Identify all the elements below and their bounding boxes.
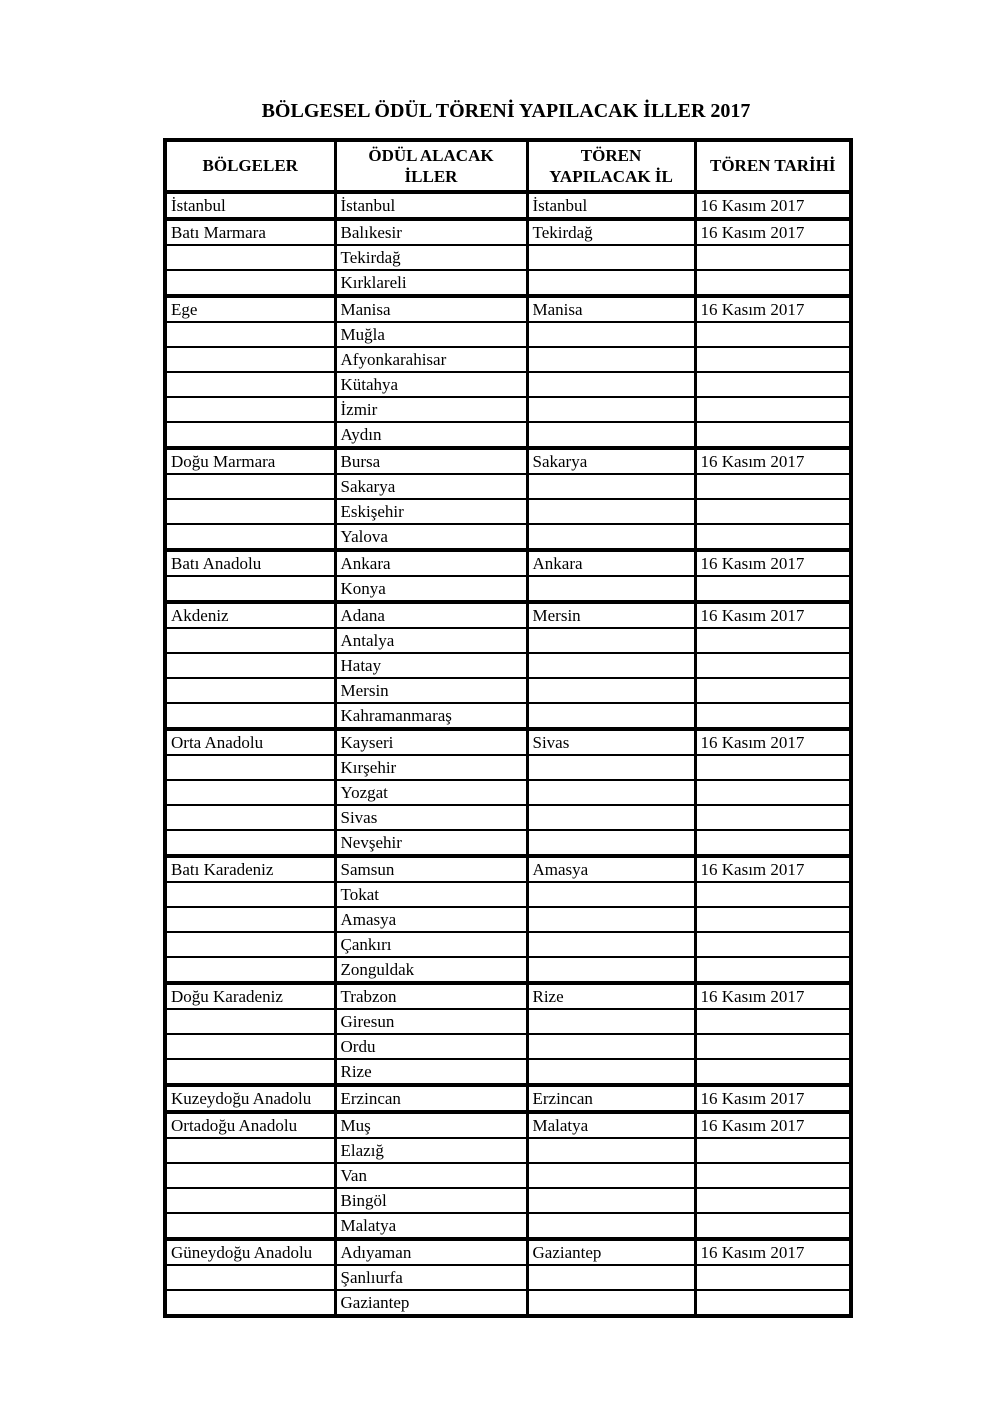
cell-date — [695, 830, 851, 856]
table-row — [165, 550, 851, 576]
cell-award-city: Mersin — [335, 678, 527, 703]
cell-ceremony-city — [527, 1188, 695, 1213]
cell-award-city: Malatya — [335, 1213, 527, 1239]
cell-region — [165, 245, 335, 270]
cell-region — [165, 1059, 335, 1085]
table-row — [165, 780, 851, 805]
cell-ceremony-city: Malatya — [527, 1112, 695, 1138]
cell-award-city: Giresun — [335, 1009, 527, 1034]
cell-date: 16 Kasım 2017 — [695, 219, 851, 245]
table-row — [165, 602, 851, 628]
column-header-toren-yapilacak-il: TÖREN YAPILACAK İL — [527, 140, 695, 192]
cell-ceremony-city: Amasya — [527, 856, 695, 882]
cell-region — [165, 805, 335, 830]
cell-award-city: Ankara — [335, 550, 527, 576]
cell-ceremony-city — [527, 499, 695, 524]
cell-region — [165, 322, 335, 347]
cell-ceremony-city — [527, 474, 695, 499]
cell-date — [695, 907, 851, 932]
cell-date — [695, 1034, 851, 1059]
cell-region: Akdeniz — [165, 602, 335, 628]
cell-region: Batı Karadeniz — [165, 856, 335, 882]
cell-ceremony-city — [527, 653, 695, 678]
cell-award-city: Kırklareli — [335, 270, 527, 296]
cell-ceremony-city — [527, 1138, 695, 1163]
cell-award-city: Sakarya — [335, 474, 527, 499]
table-row — [165, 932, 851, 957]
cell-date: 16 Kasım 2017 — [695, 192, 851, 219]
cell-ceremony-city: Ankara — [527, 550, 695, 576]
cell-region — [165, 653, 335, 678]
cell-award-city: İstanbul — [335, 192, 527, 219]
cell-region — [165, 882, 335, 907]
column-header-toren-tarihi: TÖREN TARİHİ — [695, 140, 851, 192]
cell-ceremony-city — [527, 397, 695, 422]
cell-region — [165, 270, 335, 296]
cell-region — [165, 957, 335, 983]
cell-award-city: Aydın — [335, 422, 527, 448]
cell-award-city: Ordu — [335, 1034, 527, 1059]
table-row — [165, 755, 851, 780]
cell-award-city: Antalya — [335, 628, 527, 653]
table-row — [165, 422, 851, 448]
cell-region — [165, 1163, 335, 1188]
cell-ceremony-city — [527, 322, 695, 347]
cell-region: İstanbul — [165, 192, 335, 219]
table-row — [165, 882, 851, 907]
cell-date — [695, 780, 851, 805]
cell-ceremony-city — [527, 524, 695, 550]
cell-region — [165, 347, 335, 372]
cell-region — [165, 1213, 335, 1239]
cell-date — [695, 524, 851, 550]
cell-ceremony-city — [527, 830, 695, 856]
cell-region — [165, 1138, 335, 1163]
cell-award-city: Gaziantep — [335, 1290, 527, 1316]
cell-region: Doğu Marmara — [165, 448, 335, 474]
cell-award-city: Erzincan — [335, 1085, 527, 1112]
cell-region: Ege — [165, 296, 335, 322]
cell-ceremony-city: Tekirdağ — [527, 219, 695, 245]
table-row — [165, 907, 851, 932]
cell-award-city: Çankırı — [335, 932, 527, 957]
cell-award-city: Kırşehir — [335, 755, 527, 780]
cell-date — [695, 628, 851, 653]
table-body — [165, 192, 851, 1316]
table-row — [165, 192, 851, 219]
cell-ceremony-city: Mersin — [527, 602, 695, 628]
cell-ceremony-city — [527, 245, 695, 270]
cell-ceremony-city — [527, 932, 695, 957]
cell-award-city: Trabzon — [335, 983, 527, 1009]
cell-award-city: Rize — [335, 1059, 527, 1085]
cell-award-city: Muş — [335, 1112, 527, 1138]
cell-award-city: Tokat — [335, 882, 527, 907]
cell-ceremony-city — [527, 1290, 695, 1316]
cell-date — [695, 1290, 851, 1316]
cell-ceremony-city: Sakarya — [527, 448, 695, 474]
cell-date: 16 Kasım 2017 — [695, 729, 851, 755]
cell-region — [165, 524, 335, 550]
cell-date — [695, 397, 851, 422]
cell-date — [695, 1265, 851, 1290]
cell-region — [165, 703, 335, 729]
cell-award-city: Yalova — [335, 524, 527, 550]
cell-date — [695, 1138, 851, 1163]
cell-region — [165, 907, 335, 932]
cell-ceremony-city: Gaziantep — [527, 1239, 695, 1265]
table-row — [165, 245, 851, 270]
cell-ceremony-city — [527, 1163, 695, 1188]
cell-date — [695, 270, 851, 296]
cell-award-city: Samsun — [335, 856, 527, 882]
cell-date — [695, 755, 851, 780]
table-row — [165, 1034, 851, 1059]
cell-ceremony-city — [527, 1009, 695, 1034]
table-row — [165, 1163, 851, 1188]
table-row — [165, 1265, 851, 1290]
cell-award-city: Şanlıurfa — [335, 1265, 527, 1290]
cell-date — [695, 957, 851, 983]
header-row — [165, 140, 851, 192]
table-row — [165, 1112, 851, 1138]
cell-date — [695, 805, 851, 830]
cell-ceremony-city — [527, 907, 695, 932]
table-row — [165, 703, 851, 729]
cell-region — [165, 1290, 335, 1316]
cell-date — [695, 932, 851, 957]
table-row — [165, 524, 851, 550]
table-row — [165, 856, 851, 882]
table-row — [165, 830, 851, 856]
cell-award-city: Adıyaman — [335, 1239, 527, 1265]
cell-date — [695, 703, 851, 729]
table-row — [165, 1290, 851, 1316]
cell-award-city: Kahramanmaraş — [335, 703, 527, 729]
cell-ceremony-city: Rize — [527, 983, 695, 1009]
table-row — [165, 1009, 851, 1034]
cell-date: 16 Kasım 2017 — [695, 983, 851, 1009]
cell-region: Batı Marmara — [165, 219, 335, 245]
cell-award-city: Bursa — [335, 448, 527, 474]
cell-award-city: Afyonkarahisar — [335, 347, 527, 372]
cell-date: 16 Kasım 2017 — [695, 1085, 851, 1112]
cell-award-city: Sivas — [335, 805, 527, 830]
cell-ceremony-city — [527, 882, 695, 907]
cell-ceremony-city — [527, 957, 695, 983]
cell-date: 16 Kasım 2017 — [695, 602, 851, 628]
cell-award-city: Adana — [335, 602, 527, 628]
table-row — [165, 653, 851, 678]
table-row — [165, 347, 851, 372]
cell-date — [695, 245, 851, 270]
cell-award-city: İzmir — [335, 397, 527, 422]
cell-award-city: Bingöl — [335, 1188, 527, 1213]
table-row — [165, 628, 851, 653]
cell-region — [165, 780, 335, 805]
cell-award-city: Kütahya — [335, 372, 527, 397]
cell-award-city: Balıkesir — [335, 219, 527, 245]
table-row — [165, 1085, 851, 1112]
cell-award-city: Kayseri — [335, 729, 527, 755]
cell-region — [165, 474, 335, 499]
cell-ceremony-city — [527, 780, 695, 805]
cell-award-city: Eskişehir — [335, 499, 527, 524]
cell-region — [165, 1034, 335, 1059]
cell-ceremony-city: Manisa — [527, 296, 695, 322]
cell-award-city: Tekirdağ — [335, 245, 527, 270]
table-row — [165, 1188, 851, 1213]
cell-award-city: Zonguldak — [335, 957, 527, 983]
cell-region — [165, 422, 335, 448]
table-row — [165, 1239, 851, 1265]
cell-region: Doğu Karadeniz — [165, 983, 335, 1009]
table-row — [165, 219, 851, 245]
cell-date — [695, 576, 851, 602]
cell-award-city: Konya — [335, 576, 527, 602]
cell-region — [165, 628, 335, 653]
cell-region — [165, 830, 335, 856]
table-row — [165, 957, 851, 983]
cell-region: Güneydoğu Anadolu — [165, 1239, 335, 1265]
cell-region: Batı Anadolu — [165, 550, 335, 576]
cell-region — [165, 576, 335, 602]
cell-date: 16 Kasım 2017 — [695, 1112, 851, 1138]
table-row — [165, 678, 851, 703]
cell-region — [165, 1265, 335, 1290]
cell-region — [165, 932, 335, 957]
cell-award-city: Manisa — [335, 296, 527, 322]
cell-award-city: Nevşehir — [335, 830, 527, 856]
table-row — [165, 296, 851, 322]
cell-region — [165, 372, 335, 397]
cell-date — [695, 653, 851, 678]
cell-region — [165, 1188, 335, 1213]
cell-region: Kuzeydoğu Anadolu — [165, 1085, 335, 1112]
cell-region — [165, 499, 335, 524]
table-row — [165, 499, 851, 524]
cell-date — [695, 678, 851, 703]
table-row — [165, 1138, 851, 1163]
cell-ceremony-city — [527, 422, 695, 448]
cell-ceremony-city — [527, 1213, 695, 1239]
table-row — [165, 474, 851, 499]
table-row — [165, 1213, 851, 1239]
column-header-odul-alacak-iller: ÖDÜL ALACAK İLLER — [335, 140, 527, 192]
cell-date — [695, 347, 851, 372]
cell-date — [695, 372, 851, 397]
cell-date: 16 Kasım 2017 — [695, 1239, 851, 1265]
cell-ceremony-city: Sivas — [527, 729, 695, 755]
cell-date — [695, 322, 851, 347]
cell-award-city: Muğla — [335, 322, 527, 347]
cell-date: 16 Kasım 2017 — [695, 296, 851, 322]
table-row — [165, 576, 851, 602]
column-header-bolgeler: BÖLGELER — [165, 140, 335, 192]
cell-date: 16 Kasım 2017 — [695, 550, 851, 576]
cell-date — [695, 499, 851, 524]
cell-ceremony-city — [527, 755, 695, 780]
cell-date — [695, 882, 851, 907]
cell-ceremony-city — [527, 576, 695, 602]
table-row — [165, 1059, 851, 1085]
cell-award-city: Elazığ — [335, 1138, 527, 1163]
table-row — [165, 983, 851, 1009]
cell-date — [695, 1213, 851, 1239]
table-row — [165, 729, 851, 755]
page-title: BÖLGESEL ÖDÜL TÖRENİ YAPILACAK İLLER 2017 — [261, 100, 751, 122]
table-row — [165, 448, 851, 474]
cell-ceremony-city — [527, 703, 695, 729]
cell-ceremony-city: Erzincan — [527, 1085, 695, 1112]
cell-ceremony-city — [527, 1034, 695, 1059]
cell-ceremony-city — [527, 805, 695, 830]
cell-region: Orta Anadolu — [165, 729, 335, 755]
cell-date — [695, 1163, 851, 1188]
cell-region — [165, 1009, 335, 1034]
cell-date — [695, 1188, 851, 1213]
cell-ceremony-city — [527, 347, 695, 372]
table-row — [165, 270, 851, 296]
cell-region — [165, 678, 335, 703]
cell-date: 16 Kasım 2017 — [695, 856, 851, 882]
cell-region — [165, 755, 335, 780]
ceremony-table — [163, 138, 853, 1318]
cell-ceremony-city — [527, 372, 695, 397]
cell-ceremony-city — [527, 628, 695, 653]
cell-region — [165, 397, 335, 422]
table-row — [165, 397, 851, 422]
cell-award-city: Hatay — [335, 653, 527, 678]
cell-date: 16 Kasım 2017 — [695, 448, 851, 474]
cell-date — [695, 1059, 851, 1085]
document-content — [163, 0, 849, 1318]
cell-date — [695, 1009, 851, 1034]
table-row — [165, 805, 851, 830]
table-row — [165, 372, 851, 397]
cell-date — [695, 474, 851, 499]
cell-award-city: Amasya — [335, 907, 527, 932]
cell-ceremony-city — [527, 1265, 695, 1290]
cell-ceremony-city — [527, 270, 695, 296]
cell-award-city: Van — [335, 1163, 527, 1188]
cell-date — [695, 422, 851, 448]
cell-ceremony-city: İstanbul — [527, 192, 695, 219]
table-row — [165, 322, 851, 347]
cell-ceremony-city — [527, 1059, 695, 1085]
cell-region: Ortadoğu Anadolu — [165, 1112, 335, 1138]
cell-ceremony-city — [527, 678, 695, 703]
cell-award-city: Yozgat — [335, 780, 527, 805]
